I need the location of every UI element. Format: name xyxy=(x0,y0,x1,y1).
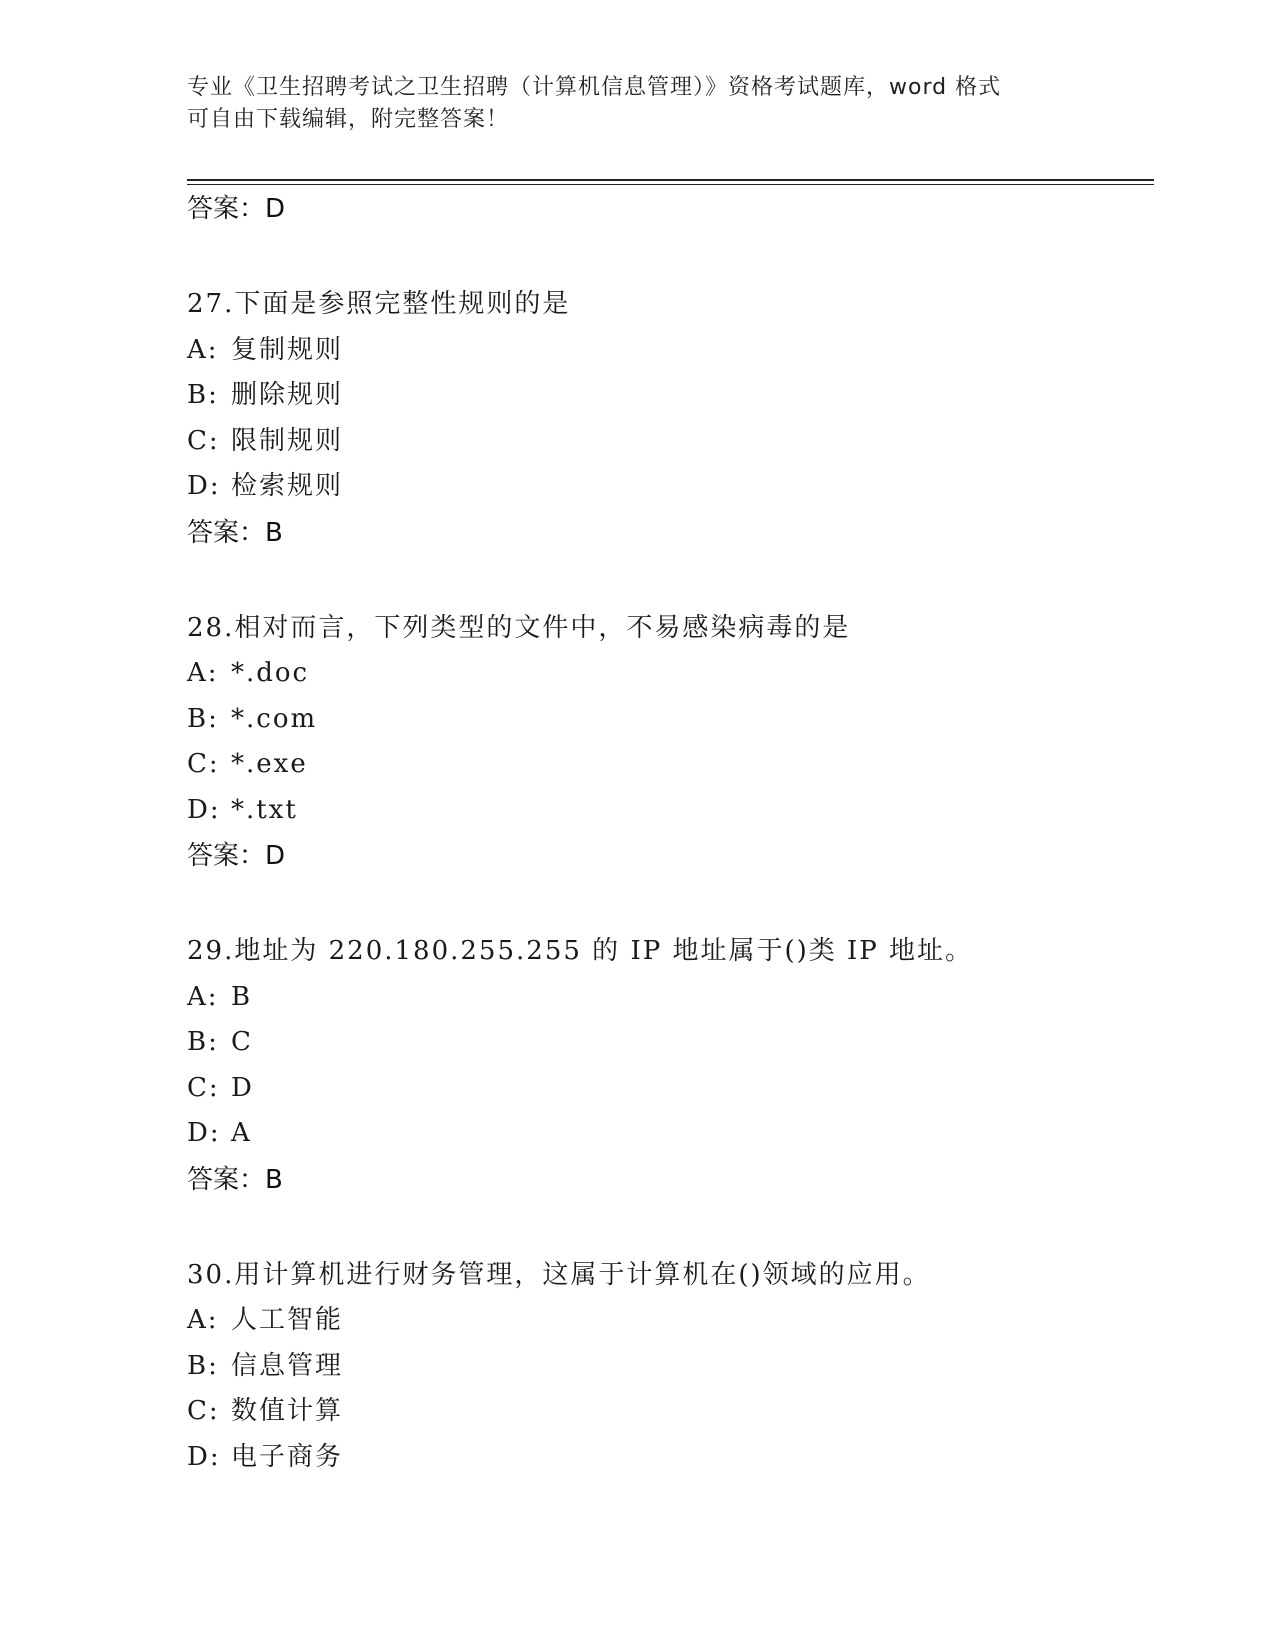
option-text: *.com xyxy=(231,703,318,734)
option-a xyxy=(187,1298,1147,1344)
option-letter: B: xyxy=(187,703,219,734)
option-letter: B: xyxy=(187,380,219,410)
option-text: A xyxy=(231,1118,252,1148)
option-letter: A: xyxy=(187,981,219,1012)
option-letter: D: xyxy=(187,471,221,501)
option-letter: C: xyxy=(187,1072,220,1103)
option-a xyxy=(187,651,1147,697)
answer-line: 答案：B xyxy=(187,1164,283,1195)
question-27 xyxy=(187,282,1147,556)
question-stem: 28.相对而言，下列类型的文件中，不易感染病毒的是 xyxy=(187,612,851,643)
option-text: 数值计算 xyxy=(231,1396,344,1426)
option-text: C xyxy=(231,1027,253,1057)
option-text: D xyxy=(231,1072,254,1103)
answer-line: 答案：D xyxy=(187,841,286,871)
option-letter: A: xyxy=(187,658,219,688)
option-text: *.doc xyxy=(231,658,310,688)
option-text: *.txt xyxy=(231,794,298,825)
question-stem: 27.下面是参照完整性规则的是 xyxy=(187,289,571,319)
header-divider xyxy=(187,179,1154,185)
option-text: 电子商务 xyxy=(231,1441,344,1472)
option-d xyxy=(187,1435,1147,1481)
option-letter: C: xyxy=(187,425,220,456)
option-b xyxy=(187,697,1147,743)
option-text: 检索规则 xyxy=(231,471,344,501)
option-text: 删除规则 xyxy=(231,380,344,410)
option-letter: A: xyxy=(187,334,219,365)
option-letter: D: xyxy=(187,794,221,825)
option-c xyxy=(187,1389,1147,1435)
question-29 xyxy=(187,929,1147,1203)
answer-line: 答案：D xyxy=(187,194,286,224)
option-text: 人工智能 xyxy=(231,1305,344,1335)
option-b xyxy=(187,1344,1147,1390)
option-letter: C: xyxy=(187,1396,220,1426)
option-d xyxy=(187,1111,1147,1157)
option-letter: D: xyxy=(187,1118,221,1148)
option-a xyxy=(187,975,1147,1021)
question-stem: 29.地址为 220.180.255.255 的 IP 地址属于()类 IP 地址。 xyxy=(187,936,974,966)
question-list xyxy=(187,186,1147,1480)
header-line-1: 专业《卫生招聘考试之卫生招聘（计算机信息管理）》资格考试题库，word 格式 xyxy=(187,75,1002,100)
option-d xyxy=(187,464,1147,510)
option-letter: A: xyxy=(187,1305,219,1335)
option-letter: C: xyxy=(187,749,220,779)
option-letter: D: xyxy=(187,1441,221,1472)
header-line-2: 可自由下载编辑，附完整答案！ xyxy=(187,107,510,132)
option-b xyxy=(187,373,1147,419)
option-letter: B: xyxy=(187,1350,219,1381)
question-28 xyxy=(187,606,1147,880)
question-stem: 30.用计算机进行财务管理，这属于计算机在()领域的应用。 xyxy=(187,1259,931,1290)
document-header xyxy=(187,72,1087,136)
option-c xyxy=(187,742,1147,788)
option-a xyxy=(187,328,1147,374)
option-text: 信息管理 xyxy=(231,1350,344,1381)
option-text: B xyxy=(231,981,253,1012)
option-b xyxy=(187,1020,1147,1066)
option-letter: B: xyxy=(187,1027,219,1057)
option-c xyxy=(187,1066,1147,1112)
answer-line: 答案：B xyxy=(187,517,283,548)
option-c xyxy=(187,419,1147,465)
option-text: 复制规则 xyxy=(231,334,344,365)
option-text: 限制规则 xyxy=(231,425,344,456)
option-text: *.exe xyxy=(231,749,308,779)
option-d xyxy=(187,788,1147,834)
question-30 xyxy=(187,1253,1147,1481)
